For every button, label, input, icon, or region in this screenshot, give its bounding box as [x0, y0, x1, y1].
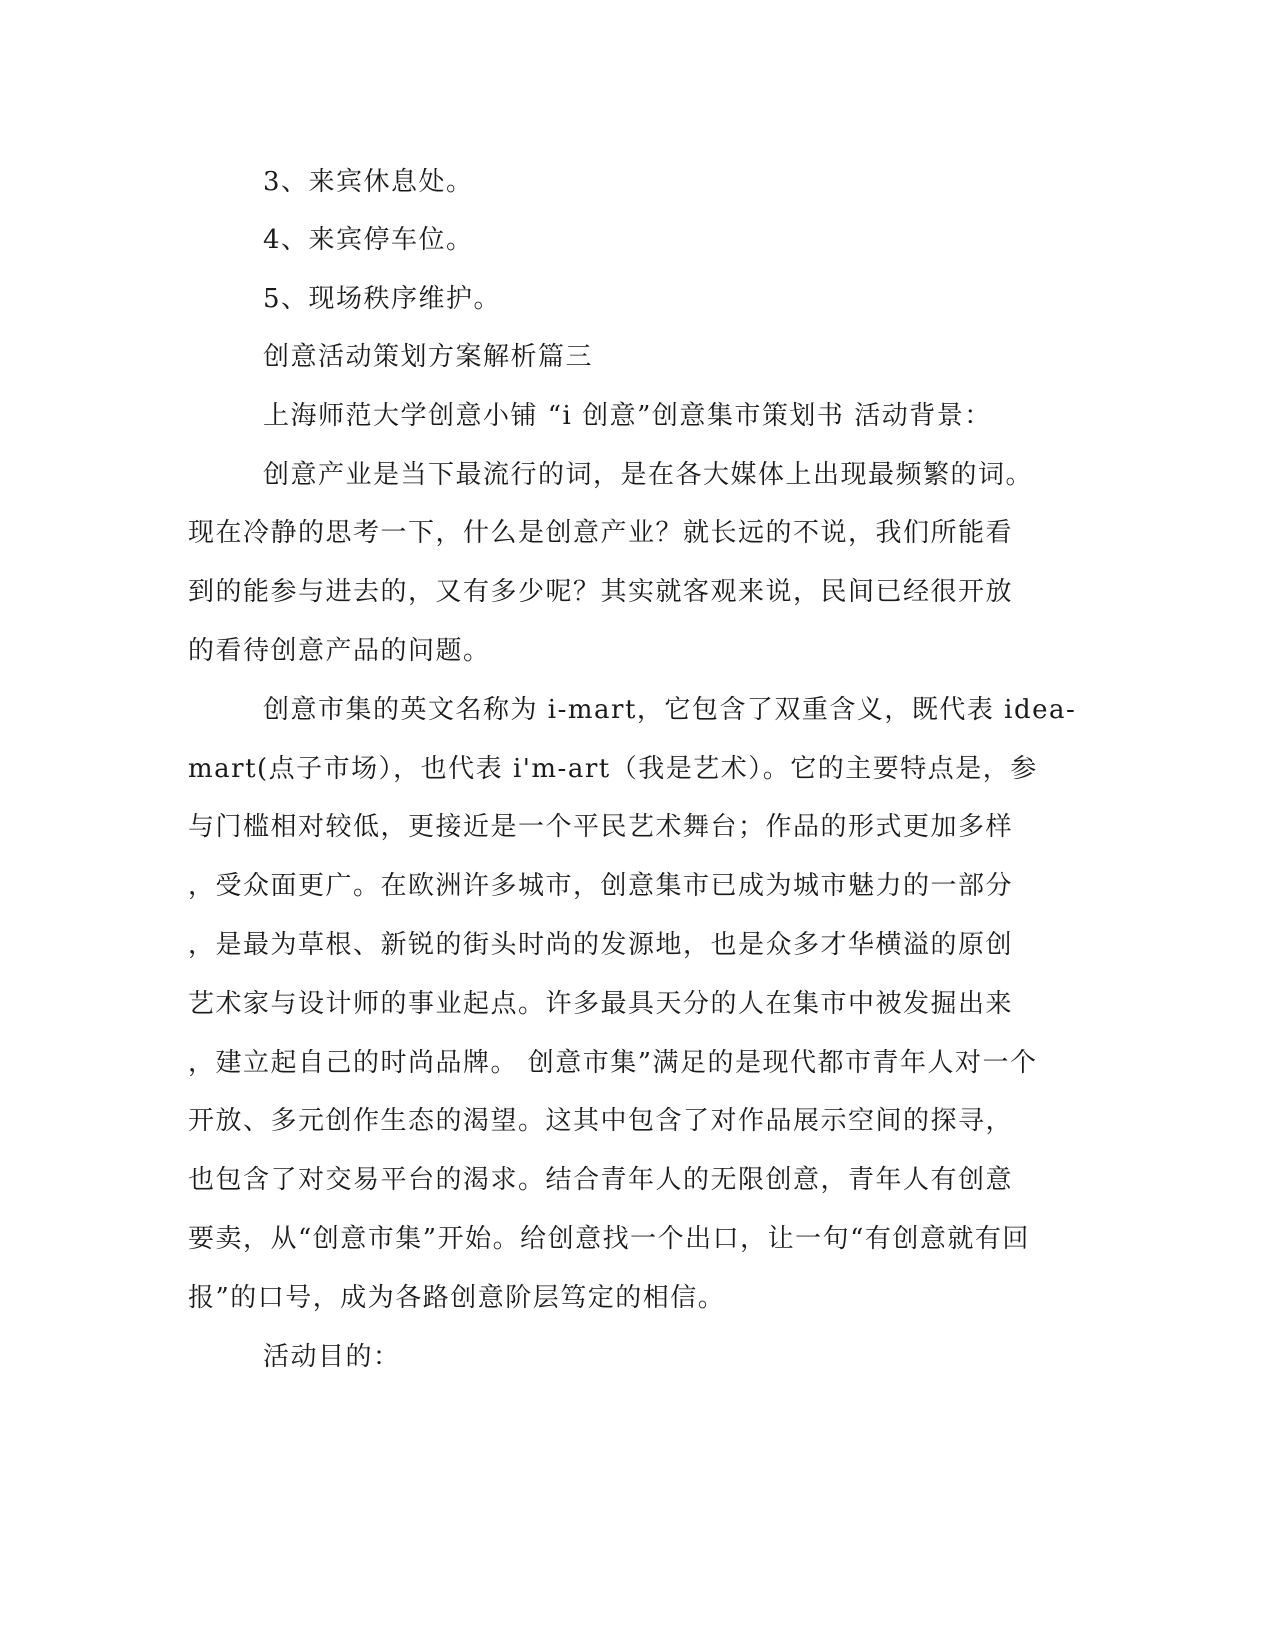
paragraph-line: 艺术家与设计师的事业起点。许多最具天分的人在集市中被发掘出来: [188, 989, 1014, 1019]
section-title: 创意活动策划方案解析篇三: [263, 342, 594, 372]
paragraph-line: ，建立起自己的时尚品牌。 创意市集”满足的是现代都市青年人对一个: [188, 1048, 1038, 1078]
paragraph-line: 开放、多元创作生态的渴望。这其中包含了对作品展示空间的探寻，: [188, 1106, 1014, 1136]
paragraph-line: ，是最为草根、新锐的街头时尚的发源地，也是众多才华横溢的原创: [188, 930, 1014, 960]
list-item: 5、现场秩序维护。: [263, 284, 502, 314]
paragraph-line: 创意产业是当下最流行的词，是在各大媒体上出现最频繁的词。: [263, 460, 1034, 490]
paragraph-line: ，受众面更广。在欧洲许多城市，创意集市已成为城市魅力的一部分: [188, 871, 1014, 901]
paragraph-line: 报”的口号，成为各路创意阶层笃定的相信。: [188, 1283, 726, 1313]
section-heading: 活动目的：: [263, 1342, 401, 1372]
paragraph-line: 到的能参与进去的，又有多少呢？其实就客观来说，民间已经很开放: [188, 577, 1014, 607]
paragraph-line: 也包含了对交易平台的渴求。结合青年人的无限创意，青年人有创意: [188, 1165, 1014, 1195]
list-item: 3、来宾休息处。: [263, 167, 474, 197]
document-subtitle: 上海师范大学创意小铺 “i 创意”创意集市策划书 活动背景：: [263, 401, 992, 431]
paragraph-line: 的看待创意产品的问题。: [188, 636, 491, 666]
list-item: 4、来宾停车位。: [263, 225, 474, 255]
paragraph-line: mart(点子市场），也代表 i'm-art（我是艺术）。它的主要特点是，参: [188, 754, 1038, 784]
paragraph-line: 与门槛相对较低，更接近是一个平民艺术舞台；作品的形式更加多样: [188, 812, 1014, 842]
paragraph-line: 现在冷静的思考一下，什么是创意产业？就长远的不说，我们所能看: [188, 518, 1014, 548]
paragraph-line: 创意市集的英文名称为 i-mart，它包含了双重含义，既代表 idea-: [263, 695, 1077, 725]
paragraph-line: 要卖，从“创意市集”开始。给创意找一个出口，让一句“有创意就有回: [188, 1224, 1030, 1254]
